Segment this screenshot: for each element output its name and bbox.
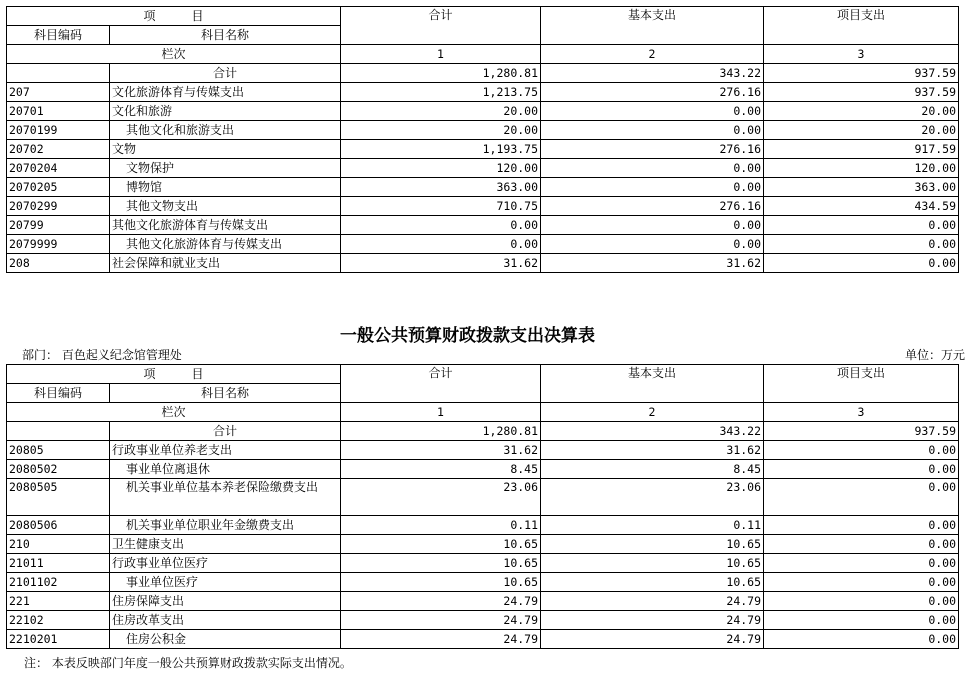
header-code: 科目编码 (7, 26, 110, 45)
row-name: 住房改革支出 (110, 611, 341, 630)
table-row (7, 197, 959, 216)
row-code: 207 (7, 83, 110, 102)
table-row (7, 254, 959, 273)
department-label: 部门： 百色起义纪念馆管理处 (22, 348, 182, 362)
row-name: 行政事业单位养老支出 (110, 441, 341, 460)
header-total: 合计 (341, 365, 541, 403)
row-project: 0.00 (764, 216, 959, 235)
table-row (7, 102, 959, 121)
row-project: 937.59 (764, 83, 959, 102)
table-row (7, 159, 959, 178)
row-total: 24.79 (341, 592, 541, 611)
row-name: 其他文化和旅游支出 (110, 121, 341, 140)
expenditure-table-bottom (6, 364, 959, 649)
row-basic: 10.65 (541, 554, 764, 573)
row-name: 行政事业单位医疗 (110, 554, 341, 573)
table-row (7, 235, 959, 254)
row-code: 2080506 (7, 516, 110, 535)
sum-label: 合计 (110, 64, 341, 83)
sum-row (7, 64, 959, 83)
column-index: 2 (541, 45, 764, 64)
row-code: 2080505 (7, 479, 110, 516)
row-basic: 0.00 (541, 216, 764, 235)
table-row (7, 121, 959, 140)
row-basic: 10.65 (541, 573, 764, 592)
header-name: 科目名称 (110, 26, 341, 45)
row-project: 363.00 (764, 178, 959, 197)
table-row (7, 592, 959, 611)
row-total: 0.11 (341, 516, 541, 535)
row-code: 2079999 (7, 235, 110, 254)
footnote: 注： 本表反映部门年度一般公共预算财政拨款实际支出情况。 (24, 656, 352, 670)
row-total: 10.65 (341, 535, 541, 554)
row-code: 2080502 (7, 460, 110, 479)
row-code: 221 (7, 592, 110, 611)
row-name: 机关事业单位职业年金缴费支出 (110, 516, 341, 535)
table-row (7, 516, 959, 535)
row-basic: 31.62 (541, 254, 764, 273)
row-name: 事业单位离退休 (110, 460, 341, 479)
row-basic: 24.79 (541, 630, 764, 649)
row-name: 住房公积金 (110, 630, 341, 649)
row-project: 0.00 (764, 554, 959, 573)
header-total: 合计 (341, 7, 541, 45)
row-total: 0.00 (341, 235, 541, 254)
sum-total: 1,280.81 (341, 422, 541, 441)
row-code: 2101102 (7, 573, 110, 592)
header-basic: 基本支出 (541, 7, 764, 45)
sum-code (7, 64, 110, 83)
row-basic: 24.79 (541, 592, 764, 611)
row-basic: 0.00 (541, 121, 764, 140)
row-project: 917.59 (764, 140, 959, 159)
row-total: 20.00 (341, 102, 541, 121)
row-name: 住房保障支出 (110, 592, 341, 611)
table-row (7, 479, 959, 516)
sum-code (7, 422, 110, 441)
row-name: 其他文化旅游体育与传媒支出 (110, 216, 341, 235)
table-row (7, 216, 959, 235)
row-code: 2070299 (7, 197, 110, 216)
row-code: 210 (7, 535, 110, 554)
column-index: 1 (341, 403, 541, 422)
row-code: 20701 (7, 102, 110, 121)
header-item: 项 目 (7, 7, 341, 26)
row-project: 0.00 (764, 630, 959, 649)
table-row (7, 83, 959, 102)
column-index: 1 (341, 45, 541, 64)
row-project: 120.00 (764, 159, 959, 178)
header-project: 项目支出 (764, 365, 959, 403)
row-name: 文化和旅游 (110, 102, 341, 121)
header-row-index: 栏次 (7, 403, 341, 422)
row-project: 0.00 (764, 479, 959, 516)
row-name: 文物保护 (110, 159, 341, 178)
sum-row (7, 422, 959, 441)
row-total: 0.00 (341, 216, 541, 235)
row-total: 1,193.75 (341, 140, 541, 159)
row-basic: 23.06 (541, 479, 764, 516)
row-name: 其他文化旅游体育与传媒支出 (110, 235, 341, 254)
table-row (7, 630, 959, 649)
sum-basic: 343.22 (541, 422, 764, 441)
index-row (7, 45, 959, 64)
row-project: 0.00 (764, 516, 959, 535)
row-total: 31.62 (341, 441, 541, 460)
table-row (7, 460, 959, 479)
row-total: 24.79 (341, 630, 541, 649)
column-index: 2 (541, 403, 764, 422)
row-code: 20702 (7, 140, 110, 159)
row-project: 0.00 (764, 573, 959, 592)
expenditure-table-top (6, 6, 959, 273)
row-project: 0.00 (764, 535, 959, 554)
table-row (7, 140, 959, 159)
row-basic: 0.00 (541, 235, 764, 254)
row-name: 博物馆 (110, 178, 341, 197)
row-name: 卫生健康支出 (110, 535, 341, 554)
row-project: 0.00 (764, 592, 959, 611)
row-code: 2070199 (7, 121, 110, 140)
sum-project: 937.59 (764, 64, 959, 83)
row-project: 20.00 (764, 121, 959, 140)
column-index: 3 (764, 45, 959, 64)
row-project: 20.00 (764, 102, 959, 121)
row-basic: 0.11 (541, 516, 764, 535)
row-project: 434.59 (764, 197, 959, 216)
table-row (7, 535, 959, 554)
row-total: 23.06 (341, 479, 541, 516)
row-project: 0.00 (764, 254, 959, 273)
row-total: 8.45 (341, 460, 541, 479)
row-code: 22102 (7, 611, 110, 630)
page-title: 一般公共预算财政拨款支出决算表 (340, 326, 595, 346)
table-row (7, 611, 959, 630)
sum-project: 937.59 (764, 422, 959, 441)
row-total: 10.65 (341, 554, 541, 573)
header-row-index: 栏次 (7, 45, 341, 64)
row-basic: 276.16 (541, 140, 764, 159)
row-code: 20805 (7, 441, 110, 460)
row-basic: 276.16 (541, 83, 764, 102)
row-code: 20799 (7, 216, 110, 235)
row-name: 其他文物支出 (110, 197, 341, 216)
row-project: 0.00 (764, 441, 959, 460)
row-total: 10.65 (341, 573, 541, 592)
row-total: 363.00 (341, 178, 541, 197)
table-row (7, 573, 959, 592)
sum-total: 1,280.81 (341, 64, 541, 83)
header-item: 项 目 (7, 365, 341, 384)
index-row (7, 403, 959, 422)
row-basic: 276.16 (541, 197, 764, 216)
row-basic: 0.00 (541, 102, 764, 121)
row-code: 2210201 (7, 630, 110, 649)
sum-label: 合计 (110, 422, 341, 441)
row-total: 31.62 (341, 254, 541, 273)
header-row (7, 7, 959, 26)
row-name: 文化旅游体育与传媒支出 (110, 83, 341, 102)
header-name: 科目名称 (110, 384, 341, 403)
row-name: 机关事业单位基本养老保险缴费支出 (110, 479, 341, 516)
row-project: 0.00 (764, 460, 959, 479)
row-basic: 0.00 (541, 159, 764, 178)
row-code: 2070205 (7, 178, 110, 197)
row-basic: 31.62 (541, 441, 764, 460)
row-project: 0.00 (764, 611, 959, 630)
row-basic: 10.65 (541, 535, 764, 554)
table-row (7, 554, 959, 573)
header-code: 科目编码 (7, 384, 110, 403)
row-name: 文物 (110, 140, 341, 159)
row-basic: 0.00 (541, 178, 764, 197)
row-basic: 24.79 (541, 611, 764, 630)
row-code: 208 (7, 254, 110, 273)
row-code: 2070204 (7, 159, 110, 178)
row-name: 社会保障和就业支出 (110, 254, 341, 273)
header-row (7, 365, 959, 384)
column-index: 3 (764, 403, 959, 422)
sum-basic: 343.22 (541, 64, 764, 83)
row-project: 0.00 (764, 235, 959, 254)
row-code: 21011 (7, 554, 110, 573)
row-total: 20.00 (341, 121, 541, 140)
row-basic: 8.45 (541, 460, 764, 479)
row-name: 事业单位医疗 (110, 573, 341, 592)
row-total: 24.79 (341, 611, 541, 630)
table-row (7, 441, 959, 460)
header-project: 项目支出 (764, 7, 959, 45)
row-total: 710.75 (341, 197, 541, 216)
table-row (7, 178, 959, 197)
row-total: 1,213.75 (341, 83, 541, 102)
unit-label: 单位：万元 (904, 348, 965, 362)
row-total: 120.00 (341, 159, 541, 178)
header-basic: 基本支出 (541, 365, 764, 403)
